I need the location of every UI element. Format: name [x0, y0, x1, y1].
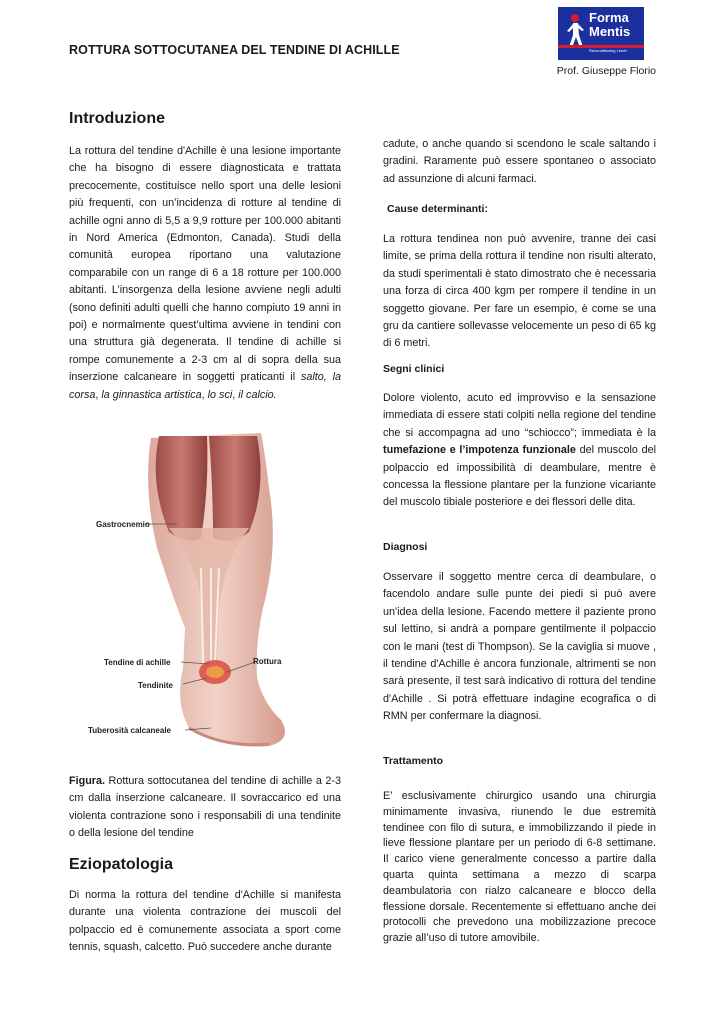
trattamento-text: E’ esclusivamente chirurgico usando una chirurgia minimamente invasiva, riunendo le due estremità tendinee con filo di sutura, e immobilizzando il piede in lieve flessione plantare per un periodo di 6-8 settimane. Il carico viene generalmente concesso a partire dalla quarta quinta settimana a mezzo di scarpa deambulatoria con rialzo calcaneare e blocco della flessione dorsale. Recentemente si effettuano anche dei protocolli che prevedono una mobilizzazione precoce grazie all’uso di tutore amovibile.: [383, 790, 656, 945]
sport-separator: ,: [201, 388, 208, 401]
logo-word-forma: Forma: [589, 10, 629, 25]
author-name: Prof. Giuseppe Florio: [556, 65, 656, 77]
segni-text-bold: tumefazione e l’impotenza funzionale: [383, 444, 576, 457]
label-gastrocnemio: Gastrocnemio: [96, 520, 150, 529]
diagnosi-text: Osservare il soggetto mentre cerca di deambulare, o facendolo andare sulle punte dei piedi si può avere un'idea della lesione. Facendo mettere il paziente prono sul lettino, si andrà a pompare gentilmente il polpaccio con le mani (test di Thompson). Se la caviglia si muove , il tendine d'Achille è ancora funzionale, altrimenti se non sarà presente, il test sarà indicativo di rottura del tendine d'Achille . Si potrà effettuare indagine ecografica o di RMN per confermare la diagnosi.: [383, 571, 656, 723]
subheading-trattamento: Trattamento: [383, 755, 444, 767]
figure-caption-text: Rottura sottocutanea del tendine di achille a 2-3 cm dalla inserzione calcaneare. Il sovraccarico ed una violenta contrazione sono i responsabili di una tendinite o della lesione del tendine: [69, 775, 341, 840]
trattamento-paragraph: [383, 789, 656, 947]
segni-text: Dolore violento, acuto ed improvviso e la sensazione immediata di essere stati colpiti nella regione del tendine che si accompagna ad uno “schiocco”; immediata è la: [383, 392, 656, 439]
diagnosi-paragraph: [383, 569, 656, 726]
sport-sci: lo sci: [207, 388, 233, 401]
eziopatologia-text: Di norma la rottura del tendine d'Achille si manifesta durante una violenta contrazione dei muscoli del polpaccio ed è comunemente associata a sport come tennis, squash, calcetto. Può succedere anche durante: [69, 889, 341, 954]
label-tendinite: Tendinite: [138, 681, 173, 690]
leg-illustration: [73, 428, 335, 761]
figure-caption: [69, 773, 341, 843]
sport-separator: ,: [232, 388, 239, 401]
forma-mentis-logo: [558, 7, 644, 60]
logo-tagline: Reconditioning Lenet: [589, 48, 627, 53]
logo-word-mentis: Mentis: [589, 24, 631, 39]
cause-paragraph: [383, 231, 656, 353]
eziopatologia-text-cont: cadute, o anche quando si scendono le scale saltando i gradini. Raramente può essere spontaneo o associato ad assunzione di alcuni farmaci.: [383, 138, 656, 185]
section-heading-introduzione: Introduzione: [69, 110, 165, 127]
sport-calcio: il calcio.: [238, 388, 277, 401]
intro-paragraph: [69, 143, 341, 404]
figure-caption-label: Figura.: [69, 775, 105, 787]
section-heading-eziopatologia: Eziopatologia: [69, 856, 173, 873]
subheading-cause: Cause determinanti:: [387, 203, 488, 215]
subheading-segni-clinici: Segni clinici: [383, 363, 445, 375]
sport-separator: ,: [95, 388, 102, 401]
document-title: ROTTURA SOTTOCUTANEA DEL TENDINE DI ACHILLE: [69, 43, 400, 57]
eziopatologia-continuation: [383, 136, 656, 188]
subheading-diagnosi: Diagnosi: [383, 541, 428, 553]
label-tuberosita: Tuberosità calcaneale: [88, 726, 171, 735]
intro-text: La rottura del tendine d'Achille è una lesione importante che ha bisogno di essere diagnosticata e trattata precocemente, costituisce nello sport una delle lesioni più frequenti, con un’incidenza di rotture al tendine di achille ogni anno di 5,5 a 9,9 rotture per 100.000 abitanti in Nord America (Edmonton, Canada). Studi della comunità europea riportano una valutazione comparabile con un range di 6 a 18 rotture per 100.000 abitanti. L’insorgenza della lesione avviene negli adulti (sono definiti adulti quelli che hanno compiuto 19 anni in poi) e normalmente quest’ultima avviene in tendini con una struttura già degenerata. Il tendine di achille si rompe comunemente a 2-3 cm al di sopra della sua inserzione calcaneare in soggetti praticanti il: [69, 145, 341, 384]
achilles-anatomy-figure: [73, 428, 335, 761]
sport-ginnastica: la ginnastica artistica: [101, 388, 202, 401]
label-rottura: Rottura: [253, 657, 282, 666]
segni-paragraph: [383, 390, 656, 512]
cause-text: La rottura tendinea non può avvenire, tranne dei casi limite, se prima della rottura il tendine non risulti alterato, da studi sperimentali è stato dimostrato che è necessaria una forza di circa 400 kgm per rompere il tendine in un soggetto giovane. Per fare un esempio, è come se una gru da cantiere sollevasse velocemente un peso di 65 kg di 6 metri.: [383, 233, 656, 350]
eziopatologia-paragraph: [69, 887, 341, 957]
sport-salto-corsa: salto, la corsa: [69, 371, 341, 401]
label-tendine-achille: Tendine di achille: [104, 658, 171, 667]
segni-text-end: del muscolo del polpaccio ed impossibilità di deambulare, mentre è concessa la flessione plantare per la funzione vicariante del muscolo tibiale posteriore e dei flessori delle dita.: [383, 444, 656, 509]
